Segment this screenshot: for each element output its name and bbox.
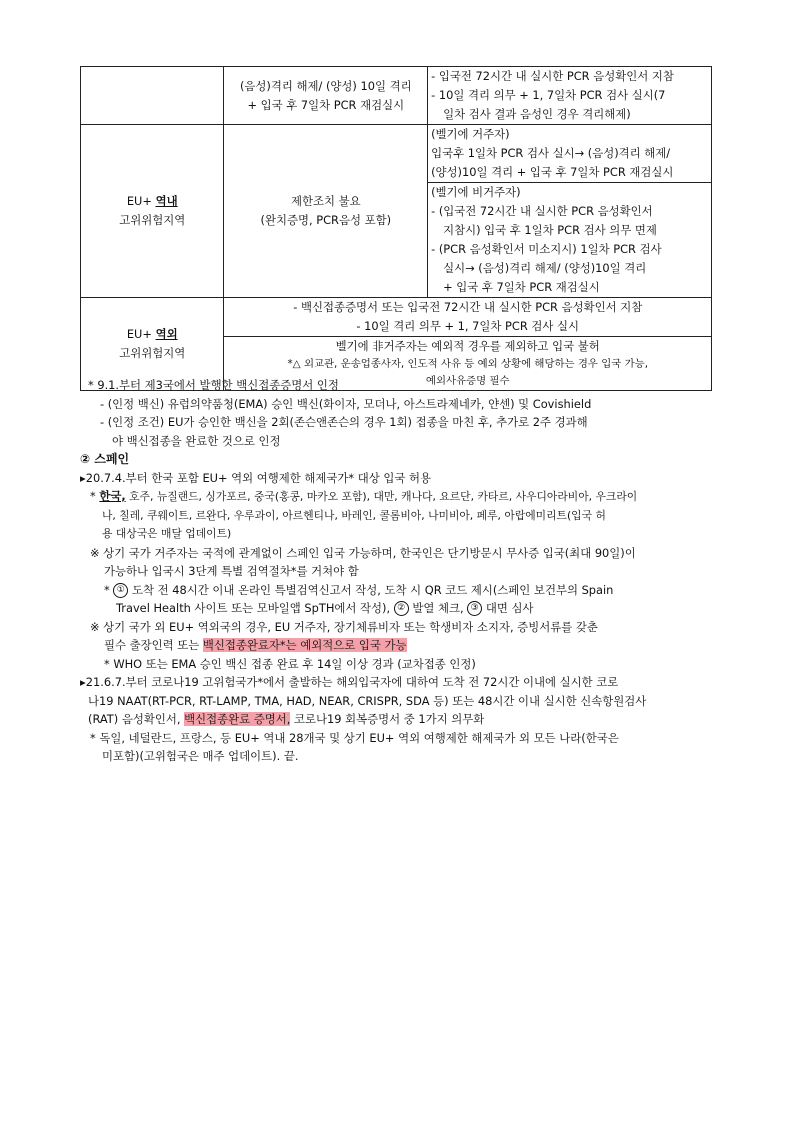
text-span: 코로나19 회복증명서 중 1가지 의무화 bbox=[290, 712, 485, 726]
bullet-star: * bbox=[104, 582, 114, 597]
note-line: - (인정 백신) 유럽의약품청(EMA) 승인 백신(화이자, 모더나, 아스트라제네카, 얀센) 및 Covishield bbox=[100, 396, 592, 411]
paragraph: 나, 칠레, 쿠웨이트, 르완다, 우루과이, 아르헨티나, 바레인, 콜롬비아, 나미비아, 페루, 아랍에미리트(입국 허 bbox=[102, 508, 606, 522]
note-line: * 9.1.부터 제3국에서 발행한 백신접종증명서 인정 bbox=[88, 378, 339, 392]
body-text bbox=[80, 376, 720, 766]
section-number: ② bbox=[80, 452, 91, 466]
cell-line: - (입국전 72시간 내 실시한 PCR 음성확인서 bbox=[431, 204, 653, 218]
cell-line: - 10일 격리 의무 + 1, 7일차 PCR 검사 실시(7 bbox=[431, 88, 666, 102]
highlighted-text: 백신접종완료자*는 예외적으로 입국 가능 bbox=[202, 638, 407, 652]
cell-line: - 입국전 72시간 내 실시한 PCR 음성확인서 지참 bbox=[431, 69, 674, 83]
note-line: - (인정 조건) EU가 승인한 백신을 2회(존슨앤존슨의 경우 1회) 접종을 마친 후, 추가로 2주 경과해 bbox=[100, 415, 588, 429]
paragraph bbox=[80, 581, 720, 600]
section-heading bbox=[80, 450, 720, 469]
cell-line: 일차 검사 결과 음성인 경우 격리해제) bbox=[443, 107, 631, 121]
cell-line: 벨기에 非거주자는 예외적 경우를 제외하고 입국 불허 bbox=[335, 339, 600, 353]
region-label-inside bbox=[81, 125, 224, 298]
text-span: 대면 심사 bbox=[482, 601, 534, 615]
cell-line: (양성)10일 격리 + 입국 후 7일차 PCR 재검실시 bbox=[431, 165, 674, 179]
paragraph bbox=[80, 599, 720, 618]
highlighted-text: 백신접종완료 증명서, bbox=[184, 712, 291, 726]
table-row bbox=[81, 67, 712, 125]
circled-number: ② bbox=[394, 601, 409, 616]
table-cell-quarantine bbox=[224, 67, 428, 125]
paragraph: ▸21.6.7.부터 코로나19 고위험국가*에서 출발하는 해외입국자에 대하여 도착 전 72시간 이내에 실시한 코로 bbox=[80, 675, 619, 689]
text-span: 도착 전 48시간 이내 온라인 특별검역신고서 작성, 도착 시 QR 코드 제시(스페인 보건부의 Spain bbox=[128, 582, 614, 597]
paragraph bbox=[80, 710, 720, 729]
section-title: 스페인 bbox=[94, 452, 130, 466]
text-span: 필수 출장인력 또는 bbox=[104, 638, 203, 652]
paragraph: * WHO 또는 EMA 승인 백신 접종 완료 후 14일 이상 경과 (교차접종 인정) bbox=[104, 656, 476, 671]
region-emphasis: 역외 bbox=[155, 327, 178, 341]
cell-line: 입국후 1일차 PCR 검사 실시→ (음성)격리 해제/ bbox=[431, 146, 671, 160]
cell-line: + 입국 후 7일차 PCR 재검실시 bbox=[247, 97, 405, 112]
bullet-star: * bbox=[90, 489, 100, 503]
entry-rules-table bbox=[80, 66, 712, 391]
cell-line: 제한조치 불요 bbox=[290, 194, 361, 208]
text-span: 발열 체크, bbox=[408, 601, 468, 615]
cell-note: 예외사유증명 필수 bbox=[425, 375, 510, 387]
paragraph bbox=[80, 636, 720, 655]
cell-line: (벨기에 거주자) bbox=[431, 127, 510, 141]
region-subtitle: 고위위험지역 bbox=[119, 213, 186, 227]
paragraph: 나19 NAAT(RT-PCR, RT-LAMP, TMA, HAD, NEAR, CRISPR, SDA 등) 또는 48시간 이내 실시한 신속항원검사 bbox=[88, 693, 647, 708]
paragraph: ※ 상기 국가 외 EU+ 역외국의 경우, EU 거주자, 장기체류비자 또는 학생비자 소지자, 증빙서류를 갖춘 bbox=[90, 619, 598, 634]
cell-line: (벨기에 비거주자) bbox=[431, 185, 521, 199]
table-cell-residents bbox=[428, 125, 712, 183]
table-row bbox=[81, 298, 712, 337]
text-span: Travel Health 사이트 또는 모바일앱 SpTH에서 작성), bbox=[116, 601, 394, 615]
table-cell-certificate bbox=[224, 298, 712, 337]
region-subtitle: 고위위험지역 bbox=[119, 346, 186, 360]
emphasis-korea: 한국, bbox=[99, 489, 126, 503]
table-cell-no-restriction bbox=[224, 125, 428, 298]
cell-line: - 10일 격리 의무 + 1, 7일차 PCR 검사 실시 bbox=[356, 319, 580, 333]
region-prefix: EU+ bbox=[126, 194, 156, 208]
cell-line: 지참시) 입국 후 1일차 PCR 검사 의무 면제 bbox=[443, 223, 657, 237]
region-emphasis: 역내 bbox=[155, 194, 178, 208]
cell-line: - (PCR 음성확인서 미소지시) 1일차 PCR 검사 bbox=[431, 242, 662, 256]
circled-number: ③ bbox=[467, 601, 482, 616]
cell-line: - 백신접종증명서 또는 입국전 72시간 내 실시한 PCR 음성확인서 지참 bbox=[293, 300, 643, 314]
paragraph: 미포함)(고위험국은 매주 업데이트). 끝. bbox=[102, 749, 299, 763]
paragraph: 가능하나 입국시 3단계 특별 검역절차*를 거쳐야 함 bbox=[104, 564, 359, 578]
table-cell-non-residents bbox=[428, 183, 712, 298]
circled-number: ① bbox=[113, 583, 128, 598]
table-cell-rules bbox=[428, 67, 712, 125]
paragraph: * 독일, 네덜란드, 프랑스, 등 EU+ 역내 28개국 및 상기 EU+ 역외 여행제한 해제국가 외 모든 나라(한국은 bbox=[90, 730, 619, 745]
cell-line: 실시→ (음성)격리 해제/ (양성)10일 격리 bbox=[443, 261, 647, 275]
paragraph: ▸20.7.4.부터 한국 포함 EU+ 역외 여행제한 해제국가* 대상 입국 허용 bbox=[80, 470, 432, 485]
country-list: 호주, 뉴질랜드, 싱가포르, 중국(홍콩, 마카오 포함), 대만, 캐나다, 요르단, 카타르, 사우디아라비아, 우크라이 bbox=[125, 490, 638, 503]
cell-line: + 입국 후 7일차 PCR 재검실시 bbox=[443, 280, 600, 294]
region-title bbox=[84, 325, 220, 344]
cell-note: *△ 외교관, 운송업종사자, 인도적 사유 등 예외 상황에 해당하는 경우 입국 가능, bbox=[287, 358, 648, 370]
paragraph bbox=[80, 487, 720, 507]
region-prefix: EU+ bbox=[126, 327, 156, 341]
table-cell-empty bbox=[81, 67, 224, 125]
paragraph: 용 대상국은 매달 업데이트) bbox=[102, 527, 232, 540]
cell-line: (음성)격리 해제/ (양성) 10일 격리 bbox=[239, 78, 412, 93]
table-row bbox=[81, 125, 712, 183]
text-span: (RAT) 음성확인서, bbox=[88, 712, 185, 726]
region-title bbox=[84, 192, 220, 211]
cell-line: (완치증명, PCR음성 포함) bbox=[260, 213, 392, 227]
note-line: 야 백신접종을 완료한 것으로 인정 bbox=[112, 433, 281, 448]
paragraph: ※ 상기 국가 거주자는 국적에 관계없이 스페인 입국 가능하며, 한국인은 단기방문시 무사증 입국(최대 90일)이 bbox=[90, 545, 636, 560]
